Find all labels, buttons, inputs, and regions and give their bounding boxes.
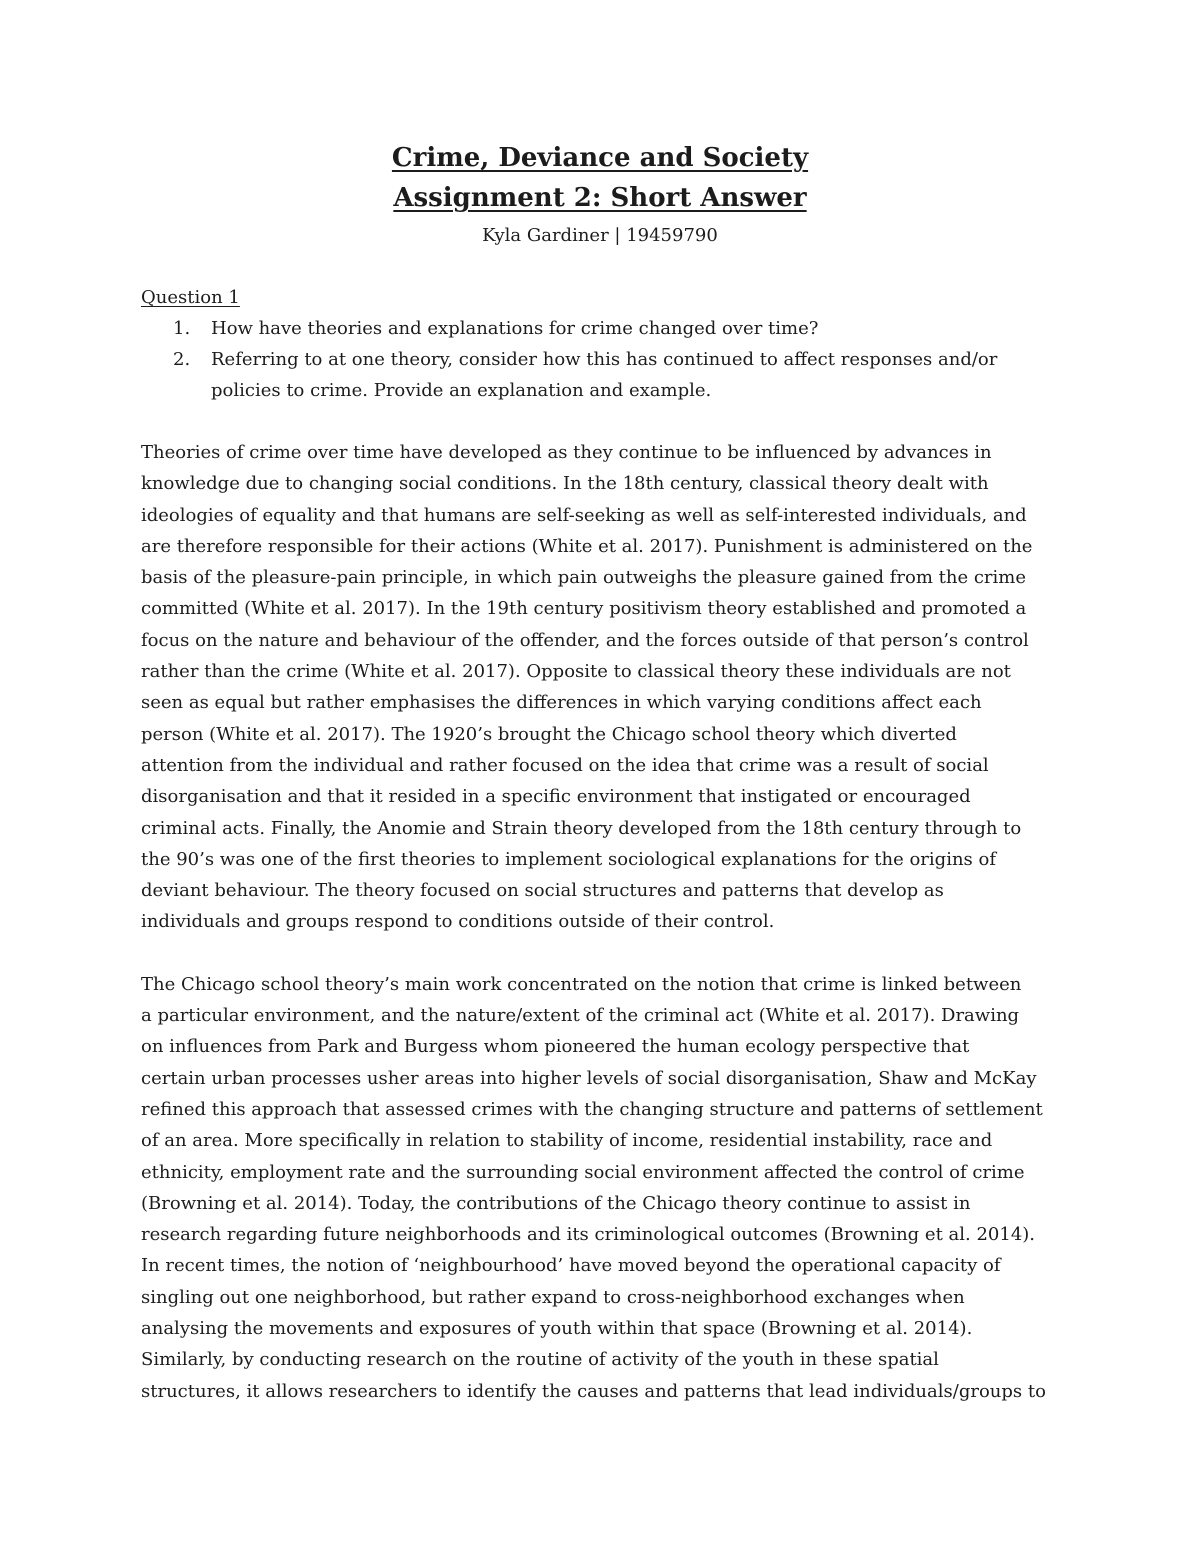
paragraph-line: (Browning et al. 2014). Today, the contributions of the Chicago theory continue to assist in [141,1192,971,1214]
question-label: Question 1 [141,287,240,308]
document-title: Crime, Deviance and Society [391,143,809,173]
question-number: 1. [173,318,191,339]
paragraph-line: In recent times, the notion of ‘neighbourhood’ have moved beyond the operational capacity of [141,1255,1001,1277]
question-list [141,313,1059,406]
paragraph-line: of an area. More specifically in relation to stability of income, residential instability, race and [141,1130,993,1152]
paragraph-line: are therefore responsible for their actions (White et al. 2017). Punishment is administered on the [141,535,1033,557]
paragraph-line: criminal acts. Finally, the Anomie and Strain theory developed from the 18th century through to [141,817,1022,839]
paragraph-line: a particular environment, and the nature/extent of the criminal act (White et al. 2017). Drawing [141,1005,1020,1027]
question-text: How have theories and explanations for crime changed over time? [211,318,819,339]
question-item [141,313,1059,344]
question-text-line: Referring to at one theory, consider how this has continued to affect responses and/or [211,349,998,370]
paragraph-line: refined this approach that assessed crimes with the changing structure and patterns of settlement [141,1098,1043,1120]
paragraph-line: structures, it allows researchers to identify the causes and patterns that lead individuals/groups to [141,1380,1046,1402]
paragraph-line: certain urban processes usher areas into higher levels of social disorganisation, Shaw and McKay [141,1067,1037,1089]
paragraph-line: research regarding future neighborhoods and its criminological outcomes (Browning et al. 2014). [141,1224,1036,1246]
paragraph-line: committed (White et al. 2017). In the 19th century positivism theory established and promoted a [141,598,1027,620]
paragraph-line: singling out one neighborhood, but rather expand to cross-neighborhood exchanges when [141,1286,965,1308]
paragraph-line: on influences from Park and Burgess whom pioneered the human ecology perspective that [141,1036,970,1058]
paragraph-line: The Chicago school theory’s main work concentrated on the notion that crime is linked between [141,973,1022,995]
paragraph-line: Theories of crime over time have developed as they continue to be influenced by advances in [141,442,992,463]
paragraph-line: ideologies of equality and that humans are self-seeking as well as self-interested individuals, and [141,504,1027,526]
question-item [141,344,1059,406]
paragraph-line: deviant behaviour. The theory focused on social structures and patterns that develop as [141,880,944,902]
paragraph-line: focus on the nature and behaviour of the offender, and the forces outside of that person’s control [141,629,1029,651]
question-number: 2. [173,349,191,370]
document-subtitle: Assignment 2: Short Answer [393,183,807,213]
document-page [141,138,1059,1407]
paragraph-line: knowledge due to changing social conditions. In the 18th century, classical theory dealt with [141,473,989,495]
paragraph-line: seen as equal but rather emphasises the differences in which varying conditions affect each [141,692,982,714]
paragraph-line: basis of the pleasure-pain principle, in which pain outweighs the pleasure gained from the crime [141,567,1027,589]
paragraph-line: analysing the movements and exposures of youth within that space (Browning et al. 2014). [141,1318,973,1340]
question-text-line: policies to crime. Provide an explanation and example. [211,380,712,401]
paragraph-line: individuals and groups respond to conditions outside of their control. [141,911,775,933]
body-paragraph-1 [141,437,1059,938]
paragraph-line: the 90’s was one of the first theories to implement sociological explanations for the origins of [141,848,996,870]
body-paragraph-2 [141,969,1059,1407]
paragraph-line: person (White et al. 2017). The 1920’s brought the Chicago school theory which diverted [141,723,957,745]
paragraph-line: rather than the crime (White et al. 2017). Opposite to classical theory these individuals are not [141,661,1011,683]
author-line: Kyla Gardiner | 19459790 [482,225,718,246]
paragraph-line: attention from the individual and rather focused on the idea that crime was a result of social [141,754,989,776]
paragraph-line: Similarly, by conducting research on the routine of activity of the youth in these spatial [141,1349,939,1371]
paragraph-line: disorganisation and that it resided in a specific environment that instigated or encouraged [141,786,971,808]
paragraph-line: ethnicity, employment rate and the surrounding social environment affected the control of crime [141,1161,1025,1183]
